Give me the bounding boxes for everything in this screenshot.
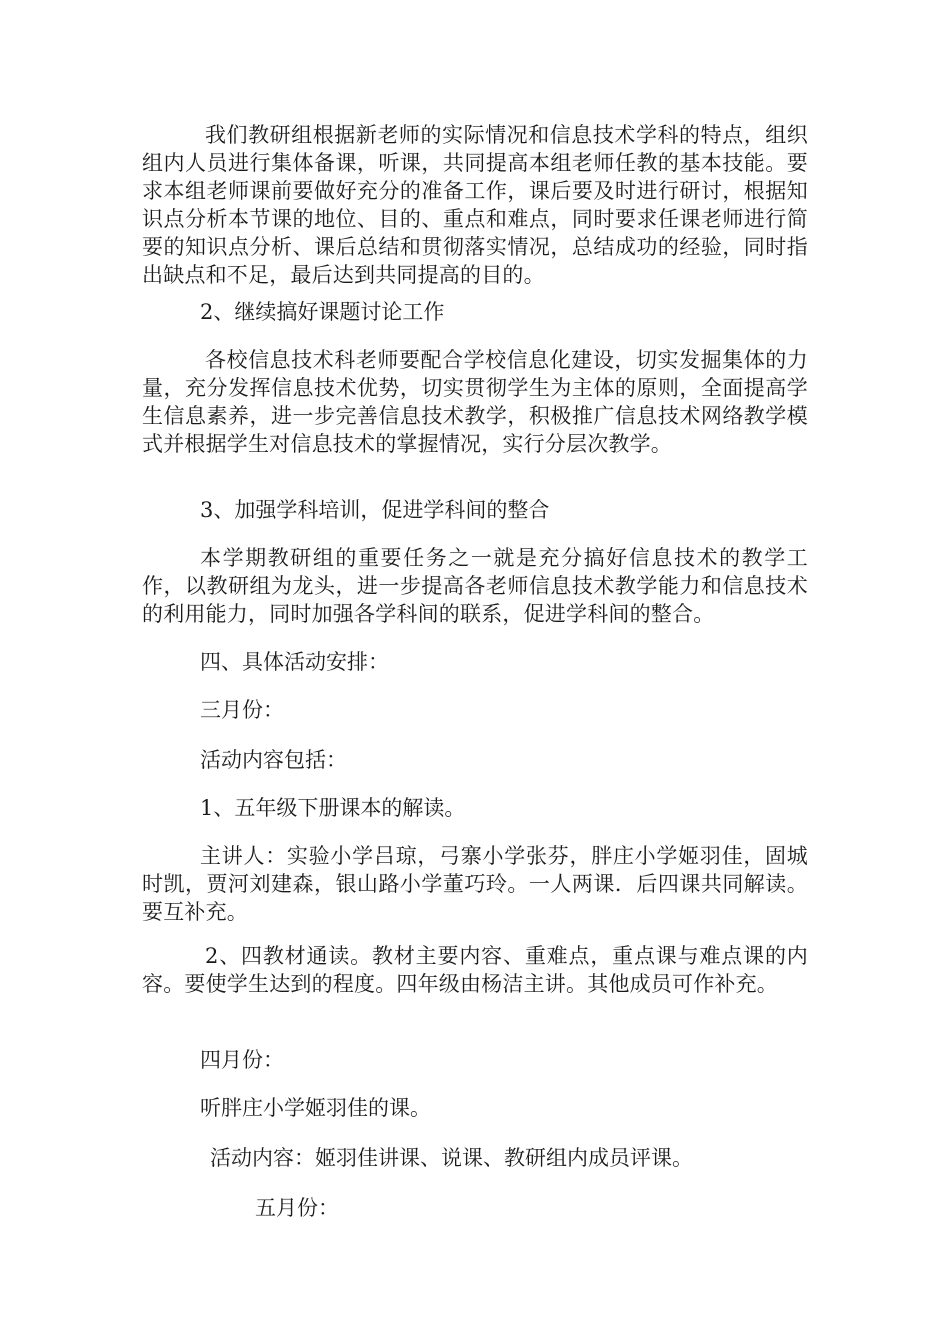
month-april: 四月份： [200,1048,284,1072]
heading-activity-schedule: 四、具体活动安排： [200,650,389,674]
paragraph-speakers: 主讲人：实验小学吕琼，弓寨小学张芬，胖庄小学姬羽佳，固城时凯，贾河刘建森，银山路小学董巧玲。一人两课．后四课共同解读。要互补充。 [142,844,808,924]
paragraph-collective-lesson-prep: 我们教研组根据新老师的实际情况和信息技术学科的特点，组织组内人员进行集体备课，听课，共同提高本组老师任教的基本技能。要求本组老师课前要做好充分的准备工作，课后要及时进行研讨，根据知识点分析本节课的地位、目的、重点和难点，同时要求任课老师进行简要的知识点分析、课后总结和贯彻落实情况，总结成功的经验，同时指出缺点和不足，最后达到共同提高的目的。 [142,123,808,287]
activity-content-label: 活动内容包括： [200,748,347,772]
item-lesson-observation: 听胖庄小学姬羽佳的课。 [200,1096,431,1120]
paragraph-textbook-reading: 2、四教材通读。教材主要内容、重难点，重点课与难点课的内容。要使学生达到的程度。四年级由杨洁主讲。其他成员可作补充。 [142,944,808,996]
month-may: 五月份： [255,1196,339,1220]
paragraph-it-teachers: 各校信息技术科老师要配合学校信息化建设，切实发掘集体的力量，充分发挥信息技术优势，切实贯彻学生为主体的原则，全面提高学生信息素养，进一步完善信息技术教学，积极推广信息技术网络教学模式并根据学生对信息技术的掌握情况，实行分层次教学。 [142,348,808,456]
item-grade-five-reading: 1、五年级下册课本的解读。 [200,796,466,820]
heading-subject-training: 3、加强学科培训，促进学科间的整合 [200,498,550,522]
month-march: 三月份： [200,698,284,722]
heading-topic-discussion: 2、继续搞好课题讨论工作 [200,300,445,324]
item-activity-content: 活动内容：姬羽佳讲课、说课、教研组内成员评课。 [210,1146,693,1170]
paragraph-semester-task: 本学期教研组的重要任务之一就是充分搞好信息技术的教学工作，以教研组为龙头，进一步提高各老师信息技术教学能力和信息技术的利用能力，同时加强各学科间的联系，促进学科间的整合。 [142,546,808,626]
